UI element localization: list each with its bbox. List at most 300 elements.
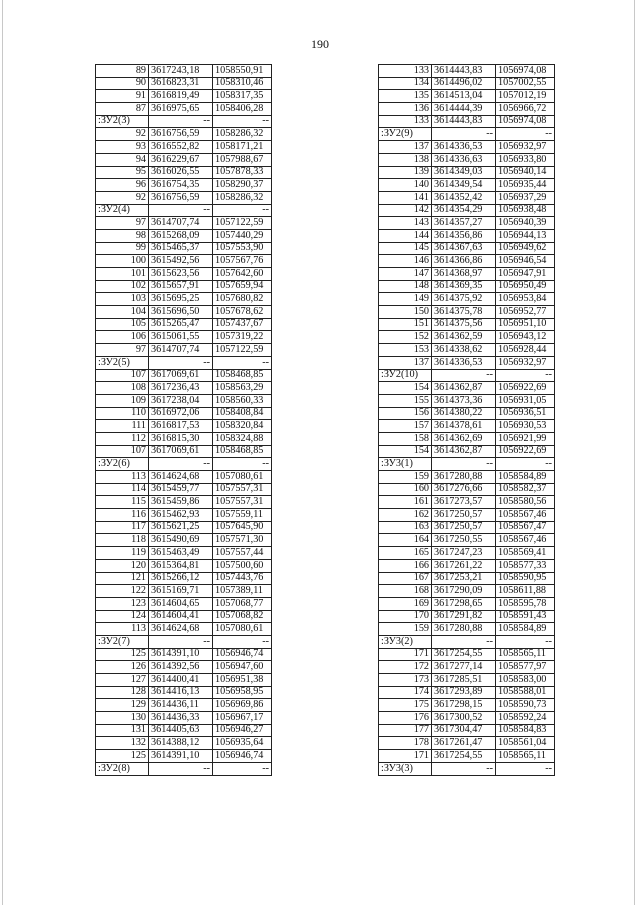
x-coordinate-cell: 3614443,83 bbox=[432, 65, 496, 78]
point-number-cell: 111 bbox=[96, 420, 149, 433]
point-number-cell: 89 bbox=[96, 65, 149, 78]
table-row bbox=[379, 356, 555, 369]
y-coordinate-cell: 1058567,46 bbox=[496, 534, 555, 547]
y-coordinate-cell: 1058582,37 bbox=[496, 483, 555, 496]
table-row bbox=[379, 674, 555, 687]
x-coordinate-cell: -- bbox=[432, 369, 496, 382]
point-number-cell: 150 bbox=[379, 306, 432, 319]
x-coordinate-cell: -- bbox=[432, 458, 496, 471]
x-coordinate-cell: 3614357,27 bbox=[432, 217, 496, 230]
point-number-cell: 100 bbox=[96, 255, 149, 268]
point-number-cell: 109 bbox=[96, 394, 149, 407]
point-number-cell: 144 bbox=[379, 229, 432, 242]
table-row bbox=[379, 496, 555, 509]
point-number-cell: 138 bbox=[379, 153, 432, 166]
table-row bbox=[96, 356, 272, 369]
x-coordinate-cell: 3617261,22 bbox=[432, 559, 496, 572]
y-coordinate-cell: 1058591,43 bbox=[496, 610, 555, 623]
x-coordinate-cell: 3616815,30 bbox=[149, 432, 213, 445]
x-coordinate-cell: 3614624,68 bbox=[149, 623, 213, 636]
x-coordinate-cell: 3615061,55 bbox=[149, 331, 213, 344]
table-row bbox=[96, 623, 272, 636]
point-number-cell: 106 bbox=[96, 331, 149, 344]
point-number-cell: 103 bbox=[96, 293, 149, 306]
x-coordinate-cell: 3616972,06 bbox=[149, 407, 213, 420]
x-coordinate-cell: 3614362,69 bbox=[432, 432, 496, 445]
x-coordinate-cell: -- bbox=[149, 115, 213, 128]
y-coordinate-cell: 1056936,51 bbox=[496, 407, 555, 420]
table-row bbox=[96, 229, 272, 242]
point-number-cell: 90 bbox=[96, 77, 149, 90]
y-coordinate-cell: 1057557,44 bbox=[213, 547, 272, 560]
table-row bbox=[96, 572, 272, 585]
y-coordinate-cell: 1058565,11 bbox=[496, 750, 555, 763]
table-row bbox=[96, 585, 272, 598]
x-coordinate-cell: 3615490,69 bbox=[149, 534, 213, 547]
x-coordinate-cell: 3617273,57 bbox=[432, 496, 496, 509]
table-row bbox=[379, 318, 555, 331]
x-coordinate-cell: 3614366,86 bbox=[432, 255, 496, 268]
y-coordinate-cell: 1057878,33 bbox=[213, 166, 272, 179]
point-number-cell: 162 bbox=[379, 509, 432, 522]
point-number-cell: 123 bbox=[96, 597, 149, 610]
y-coordinate-cell: 1058584,89 bbox=[496, 623, 555, 636]
point-number-cell: 157 bbox=[379, 420, 432, 433]
table-row bbox=[96, 432, 272, 445]
y-coordinate-cell: 1057443,76 bbox=[213, 572, 272, 585]
x-coordinate-cell: 3617291,82 bbox=[432, 610, 496, 623]
point-number-cell: 164 bbox=[379, 534, 432, 547]
point-number-cell: 125 bbox=[96, 750, 149, 763]
y-coordinate-cell: 1056938,48 bbox=[496, 204, 555, 217]
x-coordinate-cell: 3614391,10 bbox=[149, 648, 213, 661]
y-coordinate-cell: 1056935,64 bbox=[213, 737, 272, 750]
y-coordinate-cell: 1058577,97 bbox=[496, 661, 555, 674]
table-row bbox=[96, 750, 272, 763]
y-coordinate-cell: 1056928,44 bbox=[496, 344, 555, 357]
x-coordinate-cell: -- bbox=[432, 635, 496, 648]
point-number-cell: 148 bbox=[379, 280, 432, 293]
y-coordinate-cell: 1056946,54 bbox=[496, 255, 555, 268]
point-number-cell: 154 bbox=[379, 382, 432, 395]
table-row bbox=[379, 394, 555, 407]
y-coordinate-cell: 1058569,41 bbox=[496, 547, 555, 560]
y-coordinate-cell: 1058565,11 bbox=[496, 648, 555, 661]
table-row bbox=[96, 318, 272, 331]
table-row bbox=[379, 623, 555, 636]
x-coordinate-cell: -- bbox=[432, 128, 496, 141]
x-coordinate-cell: 3614362,87 bbox=[432, 382, 496, 395]
x-coordinate-cell: 3614375,56 bbox=[432, 318, 496, 331]
y-coordinate-cell: 1058577,33 bbox=[496, 559, 555, 572]
y-coordinate-cell: 1057080,61 bbox=[213, 471, 272, 484]
point-number-cell: 133 bbox=[379, 115, 432, 128]
y-coordinate-cell: 1056932,97 bbox=[496, 356, 555, 369]
table-row bbox=[96, 268, 272, 281]
point-number-cell: 95 bbox=[96, 166, 149, 179]
table-row bbox=[96, 128, 272, 141]
y-coordinate-cell: 1056974,08 bbox=[496, 115, 555, 128]
point-number-cell: 172 bbox=[379, 661, 432, 674]
point-number-cell: 154 bbox=[379, 445, 432, 458]
x-coordinate-cell: 3614416,13 bbox=[149, 686, 213, 699]
table-row bbox=[96, 90, 272, 103]
point-number-cell: 92 bbox=[96, 191, 149, 204]
point-number-cell: 113 bbox=[96, 623, 149, 636]
page-number: 190 bbox=[311, 37, 329, 51]
point-number-cell: :ЗУ2(4) bbox=[96, 204, 149, 217]
table-row bbox=[96, 445, 272, 458]
table-row bbox=[379, 572, 555, 585]
point-number-cell: :ЗУ2(8) bbox=[96, 762, 149, 775]
y-coordinate-cell: 1058408,84 bbox=[213, 407, 272, 420]
y-coordinate-cell: 1056946,74 bbox=[213, 750, 272, 763]
point-number-cell: 173 bbox=[379, 674, 432, 687]
point-number-cell: 107 bbox=[96, 445, 149, 458]
x-coordinate-cell: 3617069,61 bbox=[149, 445, 213, 458]
point-number-cell: 119 bbox=[96, 547, 149, 560]
x-coordinate-cell: 3615492,56 bbox=[149, 255, 213, 268]
table-row bbox=[379, 699, 555, 712]
x-coordinate-cell: 3615463,49 bbox=[149, 547, 213, 560]
point-number-cell: 149 bbox=[379, 293, 432, 306]
x-coordinate-cell: 3615623,56 bbox=[149, 268, 213, 281]
table-row bbox=[96, 153, 272, 166]
table-row bbox=[379, 141, 555, 154]
x-coordinate-cell: 3614391,10 bbox=[149, 750, 213, 763]
point-number-cell: 107 bbox=[96, 369, 149, 382]
table-row bbox=[96, 458, 272, 471]
table-row bbox=[379, 762, 555, 775]
x-coordinate-cell: 3617247,23 bbox=[432, 547, 496, 560]
x-coordinate-cell: 3614380,22 bbox=[432, 407, 496, 420]
y-coordinate-cell: 1058468,85 bbox=[213, 445, 272, 458]
table-row bbox=[379, 648, 555, 661]
table-row bbox=[96, 483, 272, 496]
table-row bbox=[379, 635, 555, 648]
point-number-cell: 140 bbox=[379, 179, 432, 192]
point-number-cell: 153 bbox=[379, 344, 432, 357]
x-coordinate-cell: 3615266,12 bbox=[149, 572, 213, 585]
y-coordinate-cell: -- bbox=[213, 458, 272, 471]
table-row bbox=[379, 369, 555, 382]
point-number-cell: 143 bbox=[379, 217, 432, 230]
y-coordinate-cell: 1057557,31 bbox=[213, 496, 272, 509]
y-coordinate-cell: 1057122,59 bbox=[213, 344, 272, 357]
x-coordinate-cell: -- bbox=[149, 458, 213, 471]
y-coordinate-cell: 1057068,77 bbox=[213, 597, 272, 610]
table-row bbox=[379, 331, 555, 344]
y-coordinate-cell: 1056931,05 bbox=[496, 394, 555, 407]
x-coordinate-cell: -- bbox=[149, 762, 213, 775]
table-row bbox=[96, 306, 272, 319]
x-coordinate-cell: 3616026,55 bbox=[149, 166, 213, 179]
point-number-cell: 108 bbox=[96, 382, 149, 395]
y-coordinate-cell: -- bbox=[213, 762, 272, 775]
table-row bbox=[96, 65, 272, 78]
point-number-cell: 129 bbox=[96, 699, 149, 712]
point-number-cell: 159 bbox=[379, 471, 432, 484]
y-coordinate-cell: 1056951,38 bbox=[213, 674, 272, 687]
table-row bbox=[96, 661, 272, 674]
y-coordinate-cell: 1056922,69 bbox=[496, 445, 555, 458]
point-number-cell: 105 bbox=[96, 318, 149, 331]
y-coordinate-cell: 1057988,67 bbox=[213, 153, 272, 166]
x-coordinate-cell: 3614707,74 bbox=[149, 344, 213, 357]
point-number-cell: 141 bbox=[379, 191, 432, 204]
x-coordinate-cell: 3617254,55 bbox=[432, 750, 496, 763]
y-coordinate-cell: -- bbox=[213, 635, 272, 648]
x-coordinate-cell: 3614604,65 bbox=[149, 597, 213, 610]
y-coordinate-cell: 1056940,14 bbox=[496, 166, 555, 179]
table-row bbox=[379, 420, 555, 433]
x-coordinate-cell: 3615695,25 bbox=[149, 293, 213, 306]
y-coordinate-cell: 1058561,04 bbox=[496, 737, 555, 750]
table-row bbox=[379, 153, 555, 166]
point-number-cell: 112 bbox=[96, 432, 149, 445]
y-coordinate-cell: 1057557,31 bbox=[213, 483, 272, 496]
y-coordinate-cell: 1058611,88 bbox=[496, 585, 555, 598]
y-coordinate-cell: 1057122,59 bbox=[213, 217, 272, 230]
x-coordinate-cell: 3617300,52 bbox=[432, 712, 496, 725]
point-number-cell: :ЗУ3(1) bbox=[379, 458, 432, 471]
x-coordinate-cell: -- bbox=[149, 204, 213, 217]
point-number-cell: 118 bbox=[96, 534, 149, 547]
x-coordinate-cell: 3617276,66 bbox=[432, 483, 496, 496]
point-number-cell: :ЗУ2(10) bbox=[379, 369, 432, 382]
point-number-cell: 98 bbox=[96, 229, 149, 242]
table-row bbox=[379, 432, 555, 445]
table-row bbox=[379, 293, 555, 306]
y-coordinate-cell: 1057645,90 bbox=[213, 521, 272, 534]
x-coordinate-cell: 3617238,04 bbox=[149, 394, 213, 407]
y-coordinate-cell: -- bbox=[496, 762, 555, 775]
y-coordinate-cell: 1057437,67 bbox=[213, 318, 272, 331]
x-coordinate-cell: 3617250,55 bbox=[432, 534, 496, 547]
table-row bbox=[379, 166, 555, 179]
x-coordinate-cell: 3614356,86 bbox=[432, 229, 496, 242]
x-coordinate-cell: 3614362,87 bbox=[432, 445, 496, 458]
y-coordinate-cell: 1056940,39 bbox=[496, 217, 555, 230]
x-coordinate-cell: 3614405,63 bbox=[149, 724, 213, 737]
table-row bbox=[96, 509, 272, 522]
y-coordinate-cell: 1056949,62 bbox=[496, 242, 555, 255]
x-coordinate-cell: 3617243,18 bbox=[149, 65, 213, 78]
x-coordinate-cell: 3614336,63 bbox=[432, 153, 496, 166]
table-row bbox=[379, 661, 555, 674]
x-coordinate-cell: 3616229,67 bbox=[149, 153, 213, 166]
x-coordinate-cell: 3616756,59 bbox=[149, 128, 213, 141]
table-row bbox=[379, 103, 555, 116]
table-row bbox=[379, 737, 555, 750]
y-coordinate-cell: 1058320,84 bbox=[213, 420, 272, 433]
table-row bbox=[379, 179, 555, 192]
x-coordinate-cell: -- bbox=[432, 762, 496, 775]
x-coordinate-cell: 3617293,89 bbox=[432, 686, 496, 699]
y-coordinate-cell: 1057319,22 bbox=[213, 331, 272, 344]
x-coordinate-cell: 3617280,88 bbox=[432, 471, 496, 484]
point-number-cell: :ЗУ2(9) bbox=[379, 128, 432, 141]
x-coordinate-cell: 3614436,33 bbox=[149, 712, 213, 725]
point-number-cell: 163 bbox=[379, 521, 432, 534]
table-row bbox=[96, 635, 272, 648]
scan-left-edge bbox=[2, 0, 3, 905]
coordinates-table-left bbox=[95, 64, 272, 776]
table-row bbox=[96, 686, 272, 699]
table-row bbox=[96, 471, 272, 484]
y-coordinate-cell: -- bbox=[496, 458, 555, 471]
point-number-cell: 97 bbox=[96, 344, 149, 357]
y-coordinate-cell: 1057642,60 bbox=[213, 268, 272, 281]
point-number-cell: 121 bbox=[96, 572, 149, 585]
point-number-cell: 110 bbox=[96, 407, 149, 420]
point-number-cell: 137 bbox=[379, 141, 432, 154]
table-row bbox=[96, 103, 272, 116]
y-coordinate-cell: 1056946,74 bbox=[213, 648, 272, 661]
y-coordinate-cell: 1058592,24 bbox=[496, 712, 555, 725]
point-number-cell: 99 bbox=[96, 242, 149, 255]
y-coordinate-cell: 1057002,55 bbox=[496, 77, 555, 90]
x-coordinate-cell: 3617254,55 bbox=[432, 648, 496, 661]
table-row bbox=[96, 141, 272, 154]
table-row bbox=[379, 559, 555, 572]
x-coordinate-cell: 3615265,47 bbox=[149, 318, 213, 331]
table-row bbox=[96, 559, 272, 572]
point-number-cell: :ЗУ2(6) bbox=[96, 458, 149, 471]
x-coordinate-cell: 3616823,31 bbox=[149, 77, 213, 90]
table-row bbox=[96, 77, 272, 90]
table-row bbox=[379, 750, 555, 763]
y-coordinate-cell: 1058595,78 bbox=[496, 597, 555, 610]
x-coordinate-cell: 3616819,49 bbox=[149, 90, 213, 103]
x-coordinate-cell: 3614400,41 bbox=[149, 674, 213, 687]
table-row bbox=[96, 534, 272, 547]
point-number-cell: 136 bbox=[379, 103, 432, 116]
table-row bbox=[379, 471, 555, 484]
point-number-cell: 102 bbox=[96, 280, 149, 293]
point-number-cell: 156 bbox=[379, 407, 432, 420]
point-number-cell: 174 bbox=[379, 686, 432, 699]
y-coordinate-cell: 1058580,56 bbox=[496, 496, 555, 509]
x-coordinate-cell: 3614388,12 bbox=[149, 737, 213, 750]
table-row bbox=[379, 483, 555, 496]
table-row bbox=[379, 610, 555, 623]
x-coordinate-cell: 3614436,11 bbox=[149, 699, 213, 712]
y-coordinate-cell: 1056958,95 bbox=[213, 686, 272, 699]
x-coordinate-cell: 3617261,47 bbox=[432, 737, 496, 750]
y-coordinate-cell: 1057680,82 bbox=[213, 293, 272, 306]
y-coordinate-cell: 1057389,11 bbox=[213, 585, 272, 598]
x-coordinate-cell: 3614338,62 bbox=[432, 344, 496, 357]
y-coordinate-cell: 1057567,76 bbox=[213, 255, 272, 268]
x-coordinate-cell: 3614624,68 bbox=[149, 471, 213, 484]
x-coordinate-cell: 3617304,47 bbox=[432, 724, 496, 737]
table-row bbox=[96, 179, 272, 192]
table-row bbox=[96, 331, 272, 344]
point-number-cell: 135 bbox=[379, 90, 432, 103]
point-number-cell: 146 bbox=[379, 255, 432, 268]
point-number-cell: 120 bbox=[96, 559, 149, 572]
x-coordinate-cell: 3616754,35 bbox=[149, 179, 213, 192]
x-coordinate-cell: 3616552,82 bbox=[149, 141, 213, 154]
x-coordinate-cell: 3614375,78 bbox=[432, 306, 496, 319]
x-coordinate-cell: 3614375,92 bbox=[432, 293, 496, 306]
y-coordinate-cell: 1057678,62 bbox=[213, 306, 272, 319]
point-number-cell: 113 bbox=[96, 471, 149, 484]
point-number-cell: 145 bbox=[379, 242, 432, 255]
y-coordinate-cell: 1058567,46 bbox=[496, 509, 555, 522]
y-coordinate-cell: 1058584,89 bbox=[496, 471, 555, 484]
point-number-cell: 114 bbox=[96, 483, 149, 496]
y-coordinate-cell: -- bbox=[213, 115, 272, 128]
x-coordinate-cell: 3616975,65 bbox=[149, 103, 213, 116]
point-number-cell: 168 bbox=[379, 585, 432, 598]
point-number-cell: 142 bbox=[379, 204, 432, 217]
point-number-cell: 171 bbox=[379, 750, 432, 763]
y-coordinate-cell: -- bbox=[213, 204, 272, 217]
point-number-cell: 132 bbox=[96, 737, 149, 750]
y-coordinate-cell: 1058550,91 bbox=[213, 65, 272, 78]
point-number-cell: 147 bbox=[379, 268, 432, 281]
y-coordinate-cell: 1056935,44 bbox=[496, 179, 555, 192]
table-row bbox=[96, 217, 272, 230]
x-coordinate-cell: 3616817,53 bbox=[149, 420, 213, 433]
point-number-cell: 133 bbox=[379, 65, 432, 78]
x-coordinate-cell: 3617285,51 bbox=[432, 674, 496, 687]
point-number-cell: 175 bbox=[379, 699, 432, 712]
point-number-cell: :ЗУ3(3) bbox=[379, 762, 432, 775]
point-number-cell: 93 bbox=[96, 141, 149, 154]
point-number-cell: 165 bbox=[379, 547, 432, 560]
x-coordinate-cell: 3617298,65 bbox=[432, 597, 496, 610]
point-number-cell: 170 bbox=[379, 610, 432, 623]
point-number-cell: :ЗУ2(3) bbox=[96, 115, 149, 128]
point-number-cell: 152 bbox=[379, 331, 432, 344]
point-number-cell: 97 bbox=[96, 217, 149, 230]
point-number-cell: 130 bbox=[96, 712, 149, 725]
point-number-cell: 151 bbox=[379, 318, 432, 331]
table-row bbox=[96, 712, 272, 725]
y-coordinate-cell: 1058590,95 bbox=[496, 572, 555, 585]
x-coordinate-cell: 3617236,43 bbox=[149, 382, 213, 395]
x-coordinate-cell: 3617290,09 bbox=[432, 585, 496, 598]
y-coordinate-cell: 1056947,60 bbox=[213, 661, 272, 674]
table-row bbox=[96, 724, 272, 737]
y-coordinate-cell: 1058290,37 bbox=[213, 179, 272, 192]
y-coordinate-cell: 1057440,29 bbox=[213, 229, 272, 242]
table-row bbox=[379, 90, 555, 103]
point-number-cell: 94 bbox=[96, 153, 149, 166]
table-row bbox=[379, 191, 555, 204]
table-row bbox=[379, 445, 555, 458]
table-row bbox=[96, 191, 272, 204]
x-coordinate-cell: 3615268,09 bbox=[149, 229, 213, 242]
point-number-cell: 134 bbox=[379, 77, 432, 90]
point-number-cell: 96 bbox=[96, 179, 149, 192]
coordinates-table-right bbox=[378, 64, 555, 776]
x-coordinate-cell: 3614444,39 bbox=[432, 103, 496, 116]
y-coordinate-cell: 1058590,73 bbox=[496, 699, 555, 712]
table-row bbox=[96, 293, 272, 306]
y-coordinate-cell: 1056944,13 bbox=[496, 229, 555, 242]
table-row bbox=[379, 585, 555, 598]
y-coordinate-cell: 1058584,83 bbox=[496, 724, 555, 737]
y-coordinate-cell: 1057553,90 bbox=[213, 242, 272, 255]
x-coordinate-cell: 3617253,21 bbox=[432, 572, 496, 585]
y-coordinate-cell: 1056943,12 bbox=[496, 331, 555, 344]
x-coordinate-cell: 3614336,53 bbox=[432, 356, 496, 369]
table-row bbox=[379, 217, 555, 230]
